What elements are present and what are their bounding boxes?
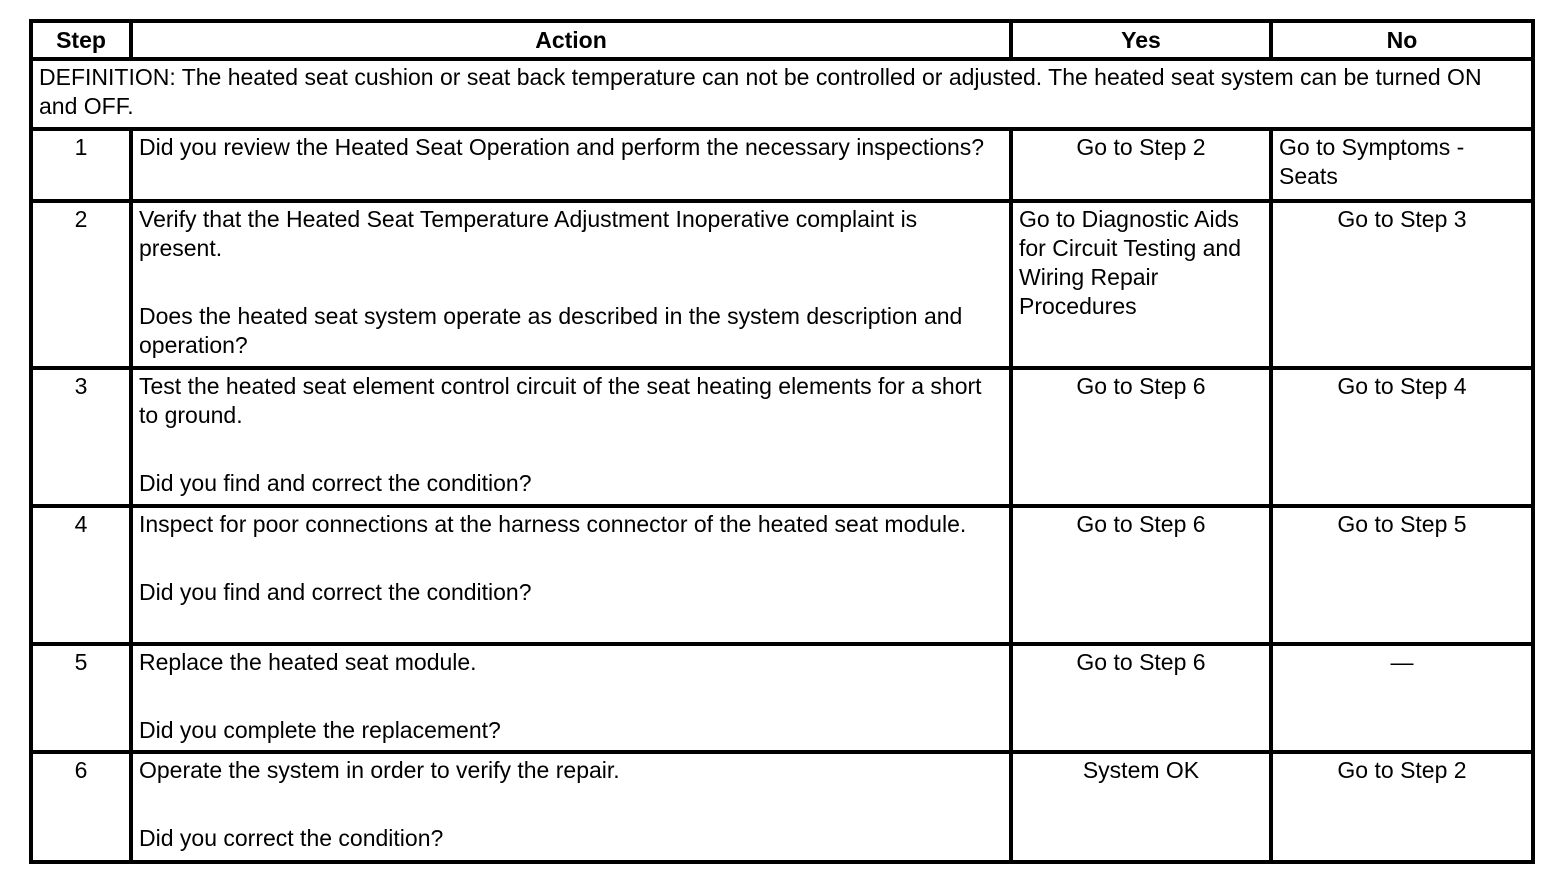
definition-row (31, 59, 1533, 129)
header-yes: Yes (1011, 21, 1271, 59)
step-number: 1 (31, 129, 131, 201)
action-text: Verify that the Heated Seat Temperature Adjustment Inoperative complaint is present. (139, 206, 918, 261)
action-text: Did you review the Heated Seat Operation and perform the necessary inspections? (139, 134, 985, 160)
table-row (31, 506, 1533, 644)
no-cell: Go to Step 2 (1271, 752, 1533, 862)
step-number: 4 (31, 506, 131, 644)
step-number: 2 (31, 201, 131, 368)
definition-text: DEFINITION: The heated seat cushion or seat back temperature can not be controlled or adjusted. The heated seat system can be turned ON and OFF. (31, 59, 1533, 129)
yes-cell: Go to Step 6 (1011, 368, 1271, 506)
step-number: 5 (31, 644, 131, 752)
header-step: Step (31, 21, 131, 59)
action-question: Did you find and correct the condition? (139, 470, 532, 496)
yes-cell: Go to Step 6 (1011, 506, 1271, 644)
paragraph-gap (139, 430, 1003, 469)
action-cell (131, 201, 1011, 368)
header-action: Action (131, 21, 1011, 59)
table-row (31, 129, 1533, 201)
action-cell (131, 506, 1011, 644)
no-cell: Go to Step 5 (1271, 506, 1533, 644)
action-cell (131, 368, 1011, 506)
yes-cell: System OK (1011, 752, 1271, 862)
step-number: 3 (31, 368, 131, 506)
yes-cell: Go to Diagnostic Aids for Circuit Testing and Wiring Repair Procedures (1011, 201, 1271, 368)
header-no: No (1271, 21, 1533, 59)
action-text: Inspect for poor connections at the harness connector of the heated seat module. (139, 511, 967, 537)
diagnostic-table (29, 19, 1535, 864)
action-text: Test the heated seat element control circuit of the seat heating elements for a short to ground. (139, 373, 982, 428)
action-question: Did you complete the replacement? (139, 717, 501, 743)
no-cell: Go to Step 3 (1271, 201, 1533, 368)
table-row (31, 368, 1533, 506)
action-text: Replace the heated seat module. (139, 649, 477, 675)
paragraph-gap (139, 677, 1003, 716)
header-row (31, 21, 1533, 59)
yes-cell: Go to Step 2 (1011, 129, 1271, 201)
action-question: Did you correct the condition? (139, 825, 444, 851)
table-row (31, 644, 1533, 752)
yes-cell: Go to Step 6 (1011, 644, 1271, 752)
action-question: Did you find and correct the condition? (139, 579, 532, 605)
no-cell: Go to Symptoms - Seats (1271, 129, 1533, 201)
paragraph-gap (139, 263, 1003, 302)
paragraph-gap (139, 785, 1003, 824)
paragraph-gap (139, 539, 1003, 578)
action-cell (131, 644, 1011, 752)
action-text: Operate the system in order to verify the repair. (139, 757, 620, 783)
action-cell (131, 752, 1011, 862)
table-row (31, 201, 1533, 368)
table-row (31, 752, 1533, 862)
action-cell (131, 129, 1011, 201)
no-cell: — (1271, 644, 1533, 752)
action-question: Does the heated seat system operate as described in the system description and operation? (139, 303, 963, 358)
no-cell: Go to Step 4 (1271, 368, 1533, 506)
step-number: 6 (31, 752, 131, 862)
